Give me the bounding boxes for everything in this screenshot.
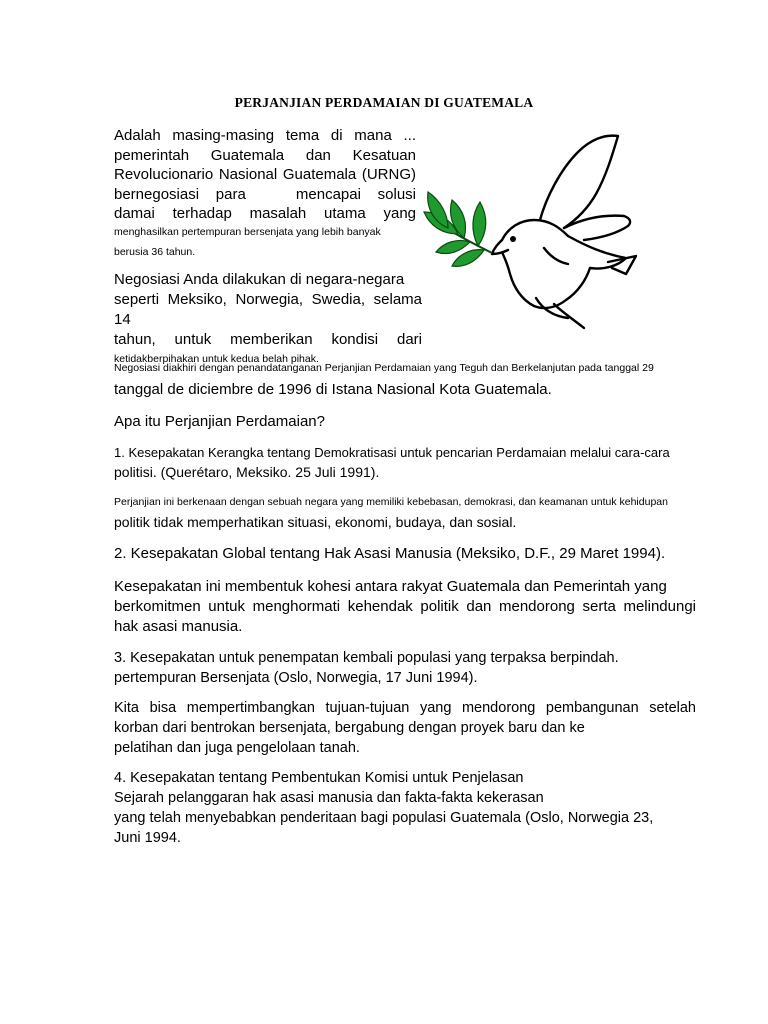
item3-heading-line: pertempuran Bersenjata (Oslo, Norwegia, 17 Juni 1994). [114,670,478,686]
item4-line: Juni 1994. [114,830,181,846]
ended-large-line: tanggal de diciembre de 1996 di Istana Nasional Kota Guatemala. [114,381,552,398]
intro-paragraph [114,126,416,264]
item3-desc-line: pelatihan dan juga pengelolaan tanah. [114,740,360,756]
intro-line: berusia 36 tahun. [114,245,196,258]
negotiation-line: tahun, untuk memberikan kondisi dari [114,331,422,348]
intro-line: Revolucionario Nasional Guatemala (URNG) [114,166,416,183]
item2-desc-line: Kesepakatan ini membentuk kohesi antara rakyat Guatemala dan Pemerintah yang [114,578,667,595]
negotiation-paragraph [114,270,422,368]
item3-desc-line: korban dari bentrokan bersenjata, bergabung dengan proyek baru dan ke [114,720,585,736]
item1-heading-line1: 1. Kesepakatan Kerangka tentang Demokratisasi untuk pencarian Perdamaian melalui cara-cara [114,445,670,460]
item4-line: yang telah menyebabkan penderitaan bagi populasi Guatemala (Oslo, Norwegia 23, [114,810,654,826]
item3-heading-line: 3. Kesepakatan untuk penempatan kembali populasi yang terpaksa berpindah. [114,650,619,666]
item3-heading [114,648,619,688]
item1-heading-line2: politisi. (Querétaro, Meksiko. 25 Juli 1991). [114,464,380,480]
item3-desc [114,698,696,758]
item4-line: 4. Kesepakatan tentang Pembentukan Komisi untuk Penjelasan [114,770,524,786]
negotiation-line: Negosiasi Anda dilakukan di negara-negara [114,271,405,288]
item2-desc-line: hak asasi manusia. [114,618,243,635]
negotiation-line: ketidakberpihakan untuk kedua belah pihak. [114,353,319,365]
item1-desc-large: politik tidak memperhatikan situasi, ekonomi, budaya, dan sosial. [114,514,517,530]
negotiation-line: seperti Meksiko, Norwegia, Swedia, selama 14 [114,291,422,328]
intro-line: damai terhadap masalah utama yang [114,205,416,222]
item4-paragraph [114,768,653,848]
item4-line: Sejarah pelanggaran hak asasi manusia dan fakta-fakta kekerasan [114,790,544,806]
dove-with-olive-branch-icon [418,128,650,334]
question-heading: Apa itu Perjanjian Perdamaian? [114,413,325,430]
intro-line: pemerintah Guatemala dan Kesatuan [114,146,416,164]
intro-line: Adalah masing-masing tema di mana ... [114,127,416,144]
item2-heading: 2. Kesepakatan Global tentang Hak Asasi Manusia (Meksiko, D.F., 29 Maret 1994). [114,545,666,562]
ended-small-line: Negosiasi diakhiri dengan penandatanganan Perjanjian Perdamaian yang Teguh dan Berkelanjutan pada tanggal 29 [114,362,654,374]
intro-line: menghasilkan pertempuran bersenjata yang lebih banyak [114,225,381,238]
item1-desc-small: Perjanjian ini berkenaan dengan sebuah negara yang memiliki kebebasan, demokrasi, dan keamanan untuk kehidupan [114,496,668,508]
item2-desc [114,577,696,637]
item2-desc-line: berkomitmen untuk menghormati kehendak politik dan mendorong serta melindungi [114,598,696,615]
document-title: PERJANJIAN PERDAMAIAN DI GUATEMALA [234,95,534,110]
item3-desc-line: Kita bisa mempertimbangkan tujuan-tujuan yang mendorong pembangunan setelah [114,700,696,716]
intro-line: bernegosiasi para mencapai solusi [114,185,416,203]
